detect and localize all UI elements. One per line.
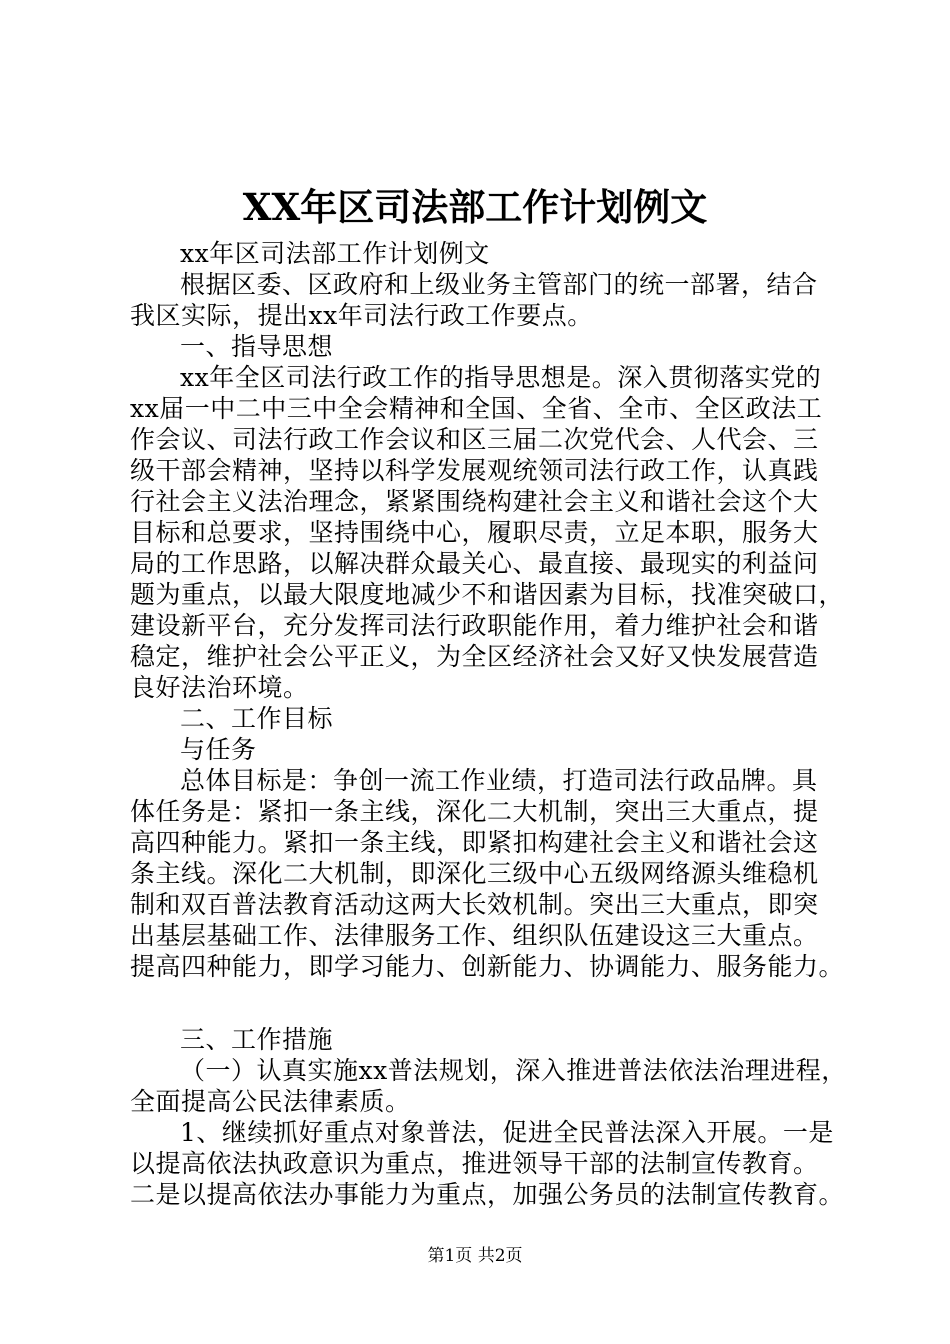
paragraph-line: （一）认真实施xx普法规划，深入推进普法依法治理进程， (180, 1056, 847, 1085)
paragraph-line: 二、工作目标 (180, 704, 334, 733)
paragraph-line: 目标和总要求，坚持围绕中心，履职尽责，立足本职，服务大 (130, 518, 819, 547)
paragraph-line: 与任务 (180, 735, 257, 764)
paragraph-line: 题为重点，以最大限度地减少不和谐因素为目标，找准突破口， (130, 580, 845, 609)
paragraph-line: 一、指导思想 (180, 332, 334, 361)
paragraph-line: 1、继续抓好重点对象普法，促进全民普法深入开展。一是 (180, 1118, 834, 1147)
paragraph-line: xx届一中二中三中全会精神和全国、全省、全市、全区政法工 (130, 394, 823, 423)
paragraph-line: 总体目标是：争创一流工作业绩，打造司法行政品牌。具 (180, 766, 818, 795)
paragraph-line: 体任务是：紧扣一条主线，深化二大机制，突出三大重点，提 (130, 797, 819, 826)
paragraph-line: 以提高依法执政意识为重点，推进领导干部的法制宣传教育。 (130, 1149, 819, 1178)
paragraph-line: 提高四种能力，即学习能力、创新能力、协调能力、服务能力。 (130, 952, 845, 981)
paragraph-line (130, 982, 830, 1024)
paragraph-line: 全面提高公民法律素质。 (130, 1087, 411, 1116)
document-title: XX年区司法部工作计划例文 (242, 185, 708, 229)
paragraph-line: 稳定，维护社会公平正义，为全区经济社会又好又快发展营造 (130, 642, 819, 671)
paragraph-line: 根据区委、区政府和上级业务主管部门的统一部署，结合 (180, 270, 818, 299)
paragraph-line: 我区实际，提出xx年司法行政工作要点。 (130, 301, 593, 330)
paragraph-line: 行社会主义法治理念，紧紧围绕构建社会主义和谐社会这个大 (130, 487, 819, 516)
paragraph-line: xx年全区司法行政工作的指导思想是。深入贯彻落实党的 (180, 363, 822, 392)
paragraph-line: 作会议、司法行政工作会议和区三届二次党代会、人代会、三 (130, 425, 819, 454)
document-body (130, 238, 847, 1210)
paragraph-line: 高四种能力。紧扣一条主线，即紧扣构建社会主义和谐社会这 (130, 828, 819, 857)
paragraph-line: 条主线。深化二大机制，即深化三级中心五级网络源头维稳机 (130, 859, 819, 888)
paragraph-line: 级干部会精神，坚持以科学发展观统领司法行政工作，认真践 (130, 456, 819, 485)
paragraph-line: 二是以提高依法办事能力为重点，加强公务员的法制宣传教育。 (130, 1180, 845, 1209)
paragraph-line: 出基层基础工作、法律服务工作、组织队伍建设这三大重点。 (130, 921, 819, 950)
paragraph-line: 制和双百普法教育活动这两大长效机制。突出三大重点，即突 (130, 890, 819, 919)
page-footer: 第1页 共2页 (427, 1246, 523, 1266)
paragraph-line: xx年区司法部工作计划例文 (180, 239, 490, 268)
paragraph-line: 良好法治环境。 (130, 673, 309, 702)
paragraph-line: 建设新平台，充分发挥司法行政职能作用，着力维护社会和谐 (130, 611, 819, 640)
paragraph-line: 局的工作思路，以解决群众最关心、最直接、最现实的利益问 (130, 549, 819, 578)
paragraph-line: 三、工作措施 (180, 1025, 334, 1054)
